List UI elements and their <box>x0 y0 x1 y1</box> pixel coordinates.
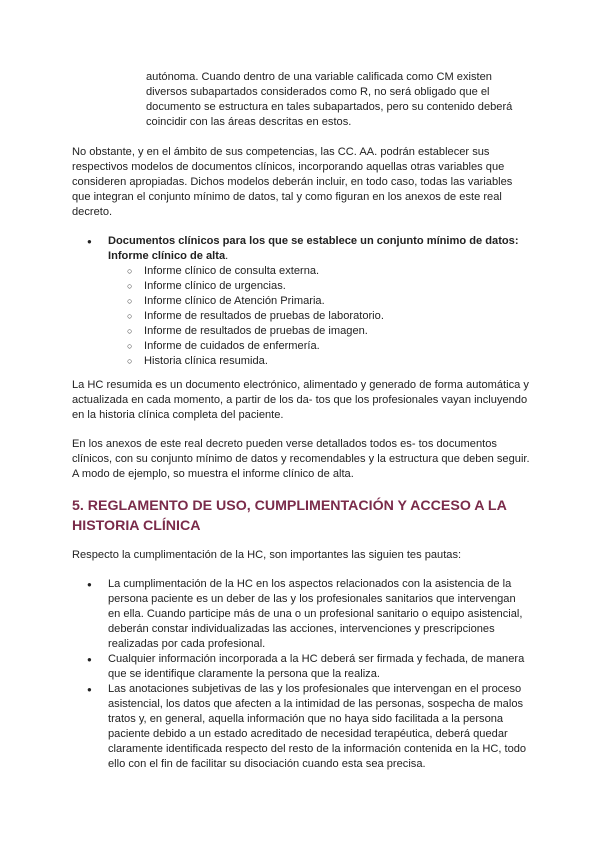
section-heading: 5. REGLAMENTO DE USO, CUMPLIMENTACIÓN Y ACCESO A LA HISTORIA CLÍNICA <box>72 498 507 534</box>
sublist-item: ○ Informe clínico de consulta externa. <box>72 264 530 279</box>
paragraph-hc-resumida: La HC resumida es un documento electrónico, alimentado y generado de forma automática y actualizada en cada momento, a partir de los da- tos que los profesionales vayan incluyendo en la historia clínica completa del paciente. <box>72 379 529 421</box>
paragraph-intro-pautas: Respecto la cumplimentación de la HC, son importantes las siguien tes pautas: <box>72 549 462 561</box>
list-item: ● La cumplimentación de la HC en los aspectos relacionados con la asistencia de la persona paciente es un deber de las y los profesionales sanitarios que intervengan en ella. Cuando participe más de una o un profesional sanitario o equipo asistencial, deberán constar individualizadas las acciones, intervenciones y prescripciones realizadas por cada profesional. <box>72 577 530 652</box>
list-item: ● Cualquier información incorporada a la HC deberá ser firmada y fechada, de manera que se identifique claramente la persona que la realiza. <box>72 652 530 682</box>
list-item <box>72 234 530 369</box>
paragraph-anexos: En los anexos de este real decreto pueden verse detallados todos es- tos documentos clínicos, con su conjunto mínimo de datos y recomendables y la estructura que deben seguir. A modo de ejemplo, so muestra el informe clínico de alta. <box>72 438 530 480</box>
clinical-documents-sublist <box>108 264 530 369</box>
pautas-list <box>72 577 530 772</box>
list-item-suffix: . <box>225 250 229 262</box>
clinical-documents-list <box>72 234 530 369</box>
sublist-item: ○ Informe clínico de Atención Primaria. <box>72 294 530 309</box>
sublist-item: ○ Informe de resultados de pruebas de imagen. <box>72 324 530 339</box>
sublist-item: ○ Historia clínica resumida. <box>72 354 530 369</box>
list-item: ● Las anotaciones subjetivas de las y los profesionales que intervengan en el proceso asistencial, los datos que afecten a la intimidad de las personas, sospecha de malos tratos y, en general, aquella información que no haya sido facilitada a la persona paciente debido a un estado acreditado de necesidad terapéutica, deberá quedar claramente identificada respecto del resto de la información contenida en la HC, todo ello con el fin de facilitar su disociación cuando esta sea precisa. <box>72 682 530 772</box>
sublist-item: ○ Informe clínico de urgencias. <box>72 279 530 294</box>
sublist-item: ○ Informe de cuidados de enfermería. <box>72 339 530 354</box>
paragraph-ccaa-models: No obstante, y en el ámbito de sus competencias, las CC. AA. podrán establecer sus respectivos modelos de documentos clínicos, incorporando aquellas otras variables que consideren apropiadas. Dichos modelos deberán incluir, en todo caso, todas las variables que integran el conjunto mínimo de datos, tal y como figuran en los anexos de este real decreto. <box>72 146 513 218</box>
sublist-item: ○ Informe de resultados de pruebas de laboratorio. <box>72 309 530 324</box>
list-item-bold-label: Documentos clínicos para los que se establece un conjunto mínimo de datos: Informe clínico de alta <box>108 235 519 262</box>
continued-paragraph: autónoma. Cuando dentro de una variable calificada como CM existen diversos subapartados considerados como R, no será obligado que el documento se estructura en tales subapartados, pero su contenido deberá coincidir con las áreas descritas en estos. <box>146 71 513 128</box>
